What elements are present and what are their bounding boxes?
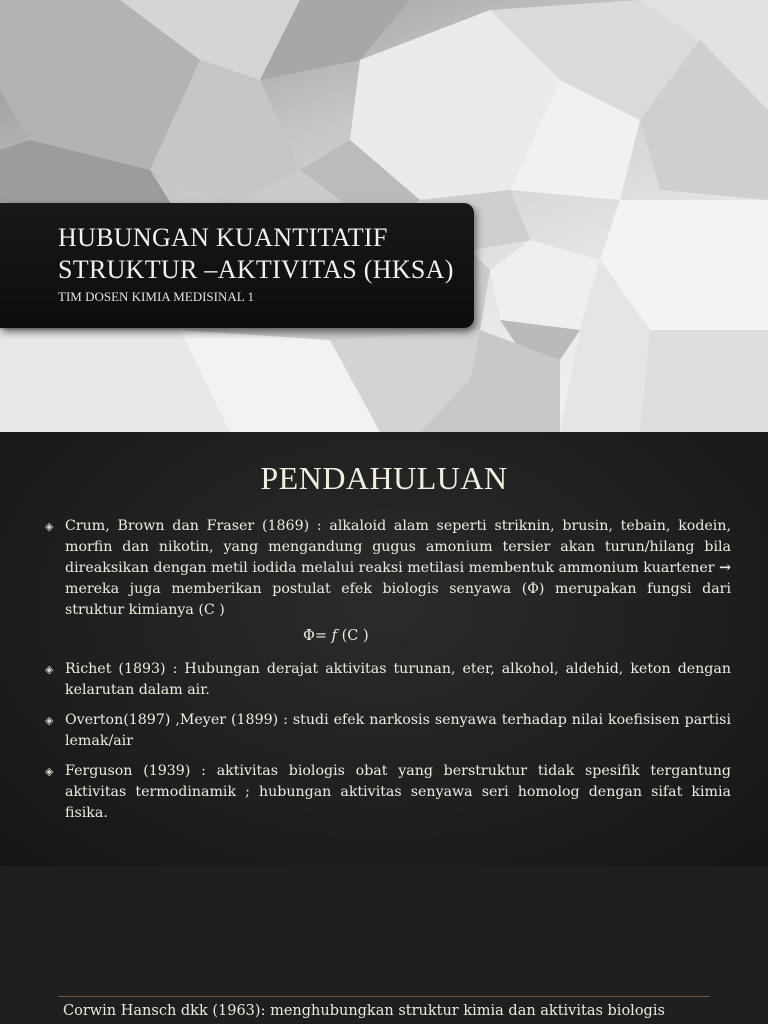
formula-left: Φ= xyxy=(303,628,332,644)
bullet-text: Richet (1893) : Hubungan derajat aktivitas turunan, eter, alkohol, aldehid, keton dengan kelarutan dalam air. xyxy=(65,661,731,698)
diamond-bullet-icon: ◈ xyxy=(45,714,54,727)
bullet-item-2 xyxy=(45,659,731,701)
title-line-2: STRUKTUR –AKTIVITAS (HKSA) xyxy=(58,255,454,284)
introduction-slide xyxy=(0,432,768,866)
title-line-1: HUBUNGAN KUANTITATIF xyxy=(58,223,388,252)
subtitle: TIM DOSEN KIMIA MEDISINAL 1 xyxy=(58,289,254,304)
diamond-bullet-icon: ◈ xyxy=(45,663,54,676)
bullet-text: Crum, Brown dan Fraser (1869) : alkaloid alam seperti striknin, brusin, tebain, kodein, morfin dan nikotin, yang mengandung gugus amonium tersier akan turun/hilang bila direaksikan dengan metil iodida melalui reaksi metilasi membentuk ammonium kuartener xyxy=(65,518,731,576)
arrow-right-icon: → xyxy=(719,560,731,576)
bullet-text: Ferguson (1939) : aktivitas biologis obat yang berstruktur tidak spesifik tergantung aktivitas termodinamik ; hubungan aktivitas senyawa seri homolog dengan sifat kimia fisika. xyxy=(65,763,731,821)
diamond-bullet-icon: ◈ xyxy=(45,765,54,778)
divider-line xyxy=(58,996,710,997)
title-slide xyxy=(0,0,768,432)
bullet-item-3 xyxy=(45,710,731,752)
slide-text: Corwin Hansch dkk (1963): menghubungkan struktur kimia dan aktivitas biologis xyxy=(63,1003,665,1019)
bullet-item-1 xyxy=(45,516,731,621)
hansch-slide xyxy=(0,866,768,1024)
bullet-item-4 xyxy=(45,761,731,824)
formula-right: (C ) xyxy=(337,628,369,644)
bullet-text: Overton(1897) ,Meyer (1899) : studi efek narkosis senyawa terhadap nilai koefisisen partisi lemak/air xyxy=(65,712,731,749)
formula-function: f xyxy=(331,628,338,644)
title-box xyxy=(0,203,474,328)
diamond-bullet-icon: ◈ xyxy=(45,520,54,533)
formula xyxy=(303,628,369,644)
bullet-text-continued: mereka juga memberikan postulat efek biologis senyawa (Φ) merupakan fungsi dari struktur kimianya (C ) xyxy=(65,581,731,618)
slide-heading: PENDAHULUAN xyxy=(260,460,508,496)
